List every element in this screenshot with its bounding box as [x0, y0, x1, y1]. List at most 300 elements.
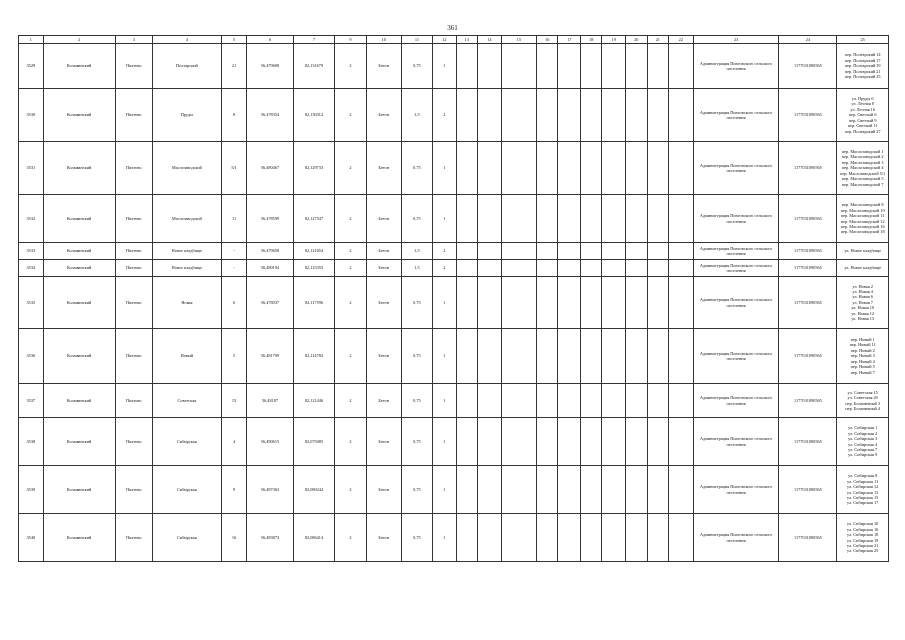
cell-house: 5/1 — [221, 142, 247, 195]
cell-empty — [626, 277, 647, 329]
served-address: ул. Новая 7 — [852, 299, 873, 305]
cell-settlement: Пихтово — [115, 195, 153, 243]
cell-empty — [626, 329, 647, 384]
cell-empty — [668, 384, 693, 418]
column-header: 9 — [335, 36, 366, 44]
cell-volume: 1,5 — [401, 260, 432, 277]
cell-empty — [456, 514, 477, 562]
cell-empty — [537, 44, 558, 89]
cell-empty — [558, 44, 581, 89]
cell-district: Колыванский — [43, 514, 115, 562]
cell-lat: 56,478599 — [247, 195, 293, 243]
cell-lon: 82,130312 — [293, 89, 335, 142]
served-address: ул. Сибирская 11 — [847, 478, 879, 484]
cell-house: - — [221, 243, 247, 260]
served-address: ул. Новая 2 — [852, 283, 873, 289]
cell-id: 3533 — [19, 243, 44, 260]
cell-lat: 56,481709 — [247, 329, 293, 384]
cell-id: 3529 — [19, 44, 44, 89]
cell-empty — [668, 243, 693, 260]
cell-admin: Администрация Пихтовского сельского поселения — [693, 195, 779, 243]
cell-empty — [537, 89, 558, 142]
served-address: пер. Новый 7 — [850, 369, 875, 375]
served-address: пер. Новый 5 — [850, 364, 875, 370]
table-row — [19, 243, 889, 260]
cell-count: 1 — [433, 329, 457, 384]
cell-empty — [478, 329, 502, 384]
cell-material: Бетон — [366, 277, 401, 329]
served-address: пер. Маслозаводской 1 — [841, 149, 884, 155]
column-header: 4 — [153, 36, 222, 44]
served-address: ул. Советская 15 — [847, 389, 878, 395]
cell-empty — [581, 195, 602, 243]
cell-lat: 56,478354 — [247, 89, 293, 142]
cell-empty — [626, 418, 647, 466]
cell-empty — [537, 418, 558, 466]
cell-empty — [668, 277, 693, 329]
column-header: 6 — [247, 36, 293, 44]
served-address: ул. Сибирская 12 — [847, 484, 879, 490]
served-address: ул. Новая 10 — [851, 305, 875, 311]
table-row — [19, 195, 889, 243]
cell-admin: Администрация Пихтовского сельского поселения — [693, 44, 779, 89]
cell-ogrn: 1177031090565 — [779, 142, 837, 195]
cell-empty — [456, 384, 477, 418]
cell-empty — [537, 384, 558, 418]
cell-c9: 2 — [335, 384, 366, 418]
cell-empty — [501, 44, 536, 89]
cell-c9: 2 — [335, 260, 366, 277]
cell-empty — [478, 44, 502, 89]
cell-material: Бетон — [366, 195, 401, 243]
cell-empty — [501, 89, 536, 142]
served-address: пер. Маслозаводской 7 — [841, 181, 884, 187]
column-header: 5 — [221, 36, 247, 44]
table-row — [19, 142, 889, 195]
cell-material: Бетон — [366, 44, 401, 89]
cell-district: Колыванский — [43, 329, 115, 384]
cell-count: 2 — [433, 243, 457, 260]
column-header: 1 — [19, 36, 44, 44]
cell-served-addresses — [837, 260, 889, 277]
cell-empty — [602, 44, 626, 89]
cell-empty — [668, 260, 693, 277]
served-address: ул. Сибирская 25 — [847, 548, 879, 554]
column-header: 17 — [558, 36, 581, 44]
cell-empty — [647, 44, 668, 89]
column-header: 10 — [366, 36, 401, 44]
cell-empty — [537, 195, 558, 243]
cell-empty — [602, 195, 626, 243]
cell-ogrn: 1177031090565 — [779, 89, 837, 142]
cell-count: 1 — [433, 514, 457, 562]
cell-lat: 56,479608 — [247, 44, 293, 89]
cell-empty — [581, 89, 602, 142]
cell-empty — [602, 277, 626, 329]
cell-lon: 82,080244 — [293, 466, 335, 514]
cell-empty — [558, 243, 581, 260]
column-header: 15 — [501, 36, 536, 44]
served-address: пер. Больничный 4 — [845, 405, 880, 411]
cell-empty — [501, 142, 536, 195]
cell-street: Новый — [153, 329, 222, 384]
cell-house: 15 — [221, 384, 247, 418]
cell-empty — [626, 89, 647, 142]
cell-empty — [478, 418, 502, 466]
cell-material: Бетон — [366, 260, 401, 277]
cell-settlement: Пихтово — [115, 142, 153, 195]
cell-empty — [456, 89, 477, 142]
served-address: ул. Пруды 6 — [851, 96, 874, 102]
cell-volume: 0,75 — [401, 418, 432, 466]
cell-empty — [647, 260, 668, 277]
cell-ogrn: 1177031090565 — [779, 329, 837, 384]
cell-empty — [558, 418, 581, 466]
table-row — [19, 418, 889, 466]
cell-material: Бетон — [366, 384, 401, 418]
cell-empty — [602, 243, 626, 260]
column-header: 11 — [401, 36, 432, 44]
cell-ogrn: 1177031090565 — [779, 195, 837, 243]
cell-id: 3535 — [19, 277, 44, 329]
cell-count: 1 — [433, 466, 457, 514]
cell-empty — [456, 418, 477, 466]
served-address: ул. Сибирская 19 — [847, 537, 879, 543]
cell-admin: Администрация Пихтовского сельского поселения — [693, 466, 779, 514]
cell-settlement: Пихтово — [115, 466, 153, 514]
cell-empty — [558, 384, 581, 418]
cell-empty — [501, 243, 536, 260]
served-address: пер. Светлый 9 — [848, 117, 877, 123]
cell-empty — [478, 243, 502, 260]
cell-street: Маслозаводской — [153, 195, 222, 243]
cell-lon: 82,114782 — [293, 329, 335, 384]
cell-empty — [558, 260, 581, 277]
cell-empty — [647, 329, 668, 384]
cell-empty — [537, 514, 558, 562]
cell-empty — [626, 195, 647, 243]
cell-house: 21 — [221, 44, 247, 89]
cell-lat: 56,490615 — [247, 418, 293, 466]
cell-empty — [626, 384, 647, 418]
served-address: ул. Сибирская 13 — [847, 489, 879, 495]
cell-street: Новая — [153, 277, 222, 329]
served-address: пер. Полтарский 19 — [844, 63, 881, 69]
cell-count: 2 — [433, 260, 457, 277]
cell-empty — [456, 44, 477, 89]
cell-volume: 1,5 — [401, 89, 432, 142]
column-header: 16 — [537, 36, 558, 44]
cell-district: Колыванский — [43, 384, 115, 418]
cell-served-addresses — [837, 44, 889, 89]
cell-district: Колыванский — [43, 260, 115, 277]
cell-served-addresses — [837, 384, 889, 418]
cell-admin: Администрация Пихтовского сельского поселения — [693, 277, 779, 329]
cell-served-addresses — [837, 195, 889, 243]
cell-empty — [478, 514, 502, 562]
cell-empty — [478, 260, 502, 277]
cell-settlement: Пихтово — [115, 44, 153, 89]
cell-empty — [626, 44, 647, 89]
cell-empty — [668, 466, 693, 514]
served-address: пер. Маслозаводской 16 — [840, 223, 885, 229]
cell-empty — [647, 384, 668, 418]
cell-empty — [581, 44, 602, 89]
served-address: пер. Полтарский 14 — [844, 52, 881, 58]
cell-settlement: Пихтово — [115, 384, 153, 418]
column-header: 7 — [293, 36, 335, 44]
cell-lon: 82,117596 — [293, 277, 335, 329]
cell-ogrn: 1177031090565 — [779, 466, 837, 514]
cell-empty — [558, 142, 581, 195]
cell-empty — [478, 89, 502, 142]
cell-id: 3531 — [19, 142, 44, 195]
table-row — [19, 329, 889, 384]
served-address: пер. Маслозаводской 11 — [840, 213, 885, 219]
cell-street: Пруды — [153, 89, 222, 142]
cell-empty — [537, 243, 558, 260]
column-header: 19 — [602, 36, 626, 44]
served-address: пер. Маслозаводской 8 — [841, 202, 884, 208]
cell-street: Сибирская — [153, 466, 222, 514]
cell-admin: Администрация Пихтовского сельского поселения — [693, 329, 779, 384]
cell-district: Колыванский — [43, 195, 115, 243]
cell-empty — [581, 384, 602, 418]
served-address: пер. Маслозаводской 5 — [841, 176, 884, 182]
served-address: ул. Сибирская 2 — [848, 430, 878, 436]
cell-empty — [602, 514, 626, 562]
cell-material: Бетон — [366, 329, 401, 384]
cell-id: 3532 — [19, 195, 44, 243]
cell-empty — [602, 466, 626, 514]
cell-street: Сибирская — [153, 514, 222, 562]
cell-admin: Администрация Пихтовского сельского поселения — [693, 260, 779, 277]
cell-empty — [537, 466, 558, 514]
cell-lat: 56,480467 — [247, 142, 293, 195]
cell-material: Бетон — [366, 418, 401, 466]
cell-empty — [647, 195, 668, 243]
cell-id: 3538 — [19, 418, 44, 466]
column-header: 14 — [478, 36, 502, 44]
cell-count: 1 — [433, 384, 457, 418]
cell-c9: 2 — [335, 89, 366, 142]
cell-id: 3534 — [19, 260, 44, 277]
cell-empty — [501, 260, 536, 277]
cell-district: Колыванский — [43, 89, 115, 142]
cell-volume: 0,75 — [401, 142, 432, 195]
cell-empty — [581, 142, 602, 195]
cell-district: Колыванский — [43, 277, 115, 329]
cell-empty — [581, 514, 602, 562]
served-address: ул. Лесная 8 — [851, 101, 874, 107]
cell-empty — [668, 418, 693, 466]
cell-lat: 56,48187 — [247, 384, 293, 418]
served-address: ул. Сибирская 10 — [847, 521, 879, 527]
cell-admin: Администрация Пихтовского сельского поселения — [693, 418, 779, 466]
cell-material: Бетон — [366, 514, 401, 562]
cell-lat: 56,483873 — [247, 514, 293, 562]
table-row — [19, 384, 889, 418]
cell-empty — [558, 514, 581, 562]
cell-served-addresses — [837, 329, 889, 384]
cell-ogrn: 1177031090565 — [779, 384, 837, 418]
cell-house: 5 — [221, 329, 247, 384]
cell-c9: 2 — [335, 418, 366, 466]
served-address: ул. Сибирская 3 — [848, 436, 878, 442]
cell-house: 9 — [221, 466, 247, 514]
cell-empty — [626, 466, 647, 514]
cell-empty — [478, 195, 502, 243]
served-address: пер. Маслозаводской 12 — [840, 218, 885, 224]
cell-empty — [456, 329, 477, 384]
cell-empty — [668, 142, 693, 195]
cell-served-addresses — [837, 89, 889, 142]
cell-empty — [558, 195, 581, 243]
cell-empty — [647, 277, 668, 329]
cell-settlement: Пихтово — [115, 514, 153, 562]
cell-empty — [456, 466, 477, 514]
table-row — [19, 514, 889, 562]
cell-empty — [668, 329, 693, 384]
cell-street: Сибирская — [153, 418, 222, 466]
table-row — [19, 466, 889, 514]
cell-settlement: Пихтово — [115, 89, 153, 142]
served-address: ул. Сибирская 16 — [847, 526, 879, 532]
cell-empty — [501, 277, 536, 329]
cell-id: 3540 — [19, 514, 44, 562]
cell-settlement: Пихтово — [115, 277, 153, 329]
cell-settlement: Пихтово — [115, 329, 153, 384]
cell-empty — [647, 418, 668, 466]
registry-table — [18, 35, 889, 562]
cell-empty — [478, 466, 502, 514]
cell-empty — [668, 44, 693, 89]
cell-c9: 2 — [335, 195, 366, 243]
cell-volume: 1,5 — [401, 243, 432, 260]
cell-empty — [581, 466, 602, 514]
cell-district: Колыванский — [43, 418, 115, 466]
served-address: ул. Сибирская 1 — [848, 425, 878, 431]
cell-ogrn: 1177031090565 — [779, 243, 837, 260]
cell-count: 2 — [433, 89, 457, 142]
cell-settlement: Пихтово — [115, 243, 153, 260]
cell-empty — [626, 514, 647, 562]
cell-lat: 56,479658 — [247, 243, 293, 260]
served-address: ул. Сибирская 18 — [847, 532, 879, 538]
cell-empty — [456, 277, 477, 329]
served-address: пер. Больничный 3 — [845, 400, 880, 406]
served-address: ул. Новая 4 — [852, 288, 873, 294]
cell-served-addresses — [837, 277, 889, 329]
cell-street: Полтарский — [153, 44, 222, 89]
cell-empty — [501, 384, 536, 418]
cell-settlement: Пихтово — [115, 260, 153, 277]
cell-empty — [626, 243, 647, 260]
cell-empty — [537, 260, 558, 277]
cell-c9: 2 — [335, 329, 366, 384]
cell-volume: 0,75 — [401, 329, 432, 384]
cell-volume: 0,75 — [401, 277, 432, 329]
cell-empty — [602, 329, 626, 384]
cell-house: 11 — [221, 195, 247, 243]
column-header: 25 — [837, 36, 889, 44]
cell-c9: 2 — [335, 243, 366, 260]
cell-lon: 82,121654 — [293, 243, 335, 260]
cell-house: 6 — [221, 277, 247, 329]
cell-empty — [478, 142, 502, 195]
table-row — [19, 44, 889, 89]
cell-empty — [581, 418, 602, 466]
cell-empty — [668, 195, 693, 243]
served-address: пер. Новый 11 — [849, 342, 876, 348]
cell-empty — [581, 243, 602, 260]
cell-empty — [602, 418, 626, 466]
served-address: пер. Новый 1 — [850, 337, 875, 343]
served-address: ул. Советская 20 — [847, 395, 878, 401]
cell-empty — [537, 277, 558, 329]
column-header: 18 — [581, 36, 602, 44]
cell-c9: 2 — [335, 466, 366, 514]
cell-empty — [647, 89, 668, 142]
cell-empty — [558, 329, 581, 384]
cell-empty — [537, 329, 558, 384]
cell-admin: Администрация Пихтовского сельского поселения — [693, 514, 779, 562]
cell-empty — [581, 260, 602, 277]
served-address: пер. Новый 3 — [850, 353, 875, 359]
cell-district: Колыванский — [43, 142, 115, 195]
cell-count: 1 — [433, 418, 457, 466]
cell-empty — [668, 514, 693, 562]
served-address: пер. Новый 4 — [850, 358, 875, 364]
cell-lon: 82,121446 — [293, 384, 335, 418]
cell-lon: 82,075085 — [293, 418, 335, 466]
cell-lat: 56,478037 — [247, 277, 293, 329]
served-address: ул. Новая 6 — [852, 294, 873, 300]
served-address: пер. Полтарский 21 — [844, 68, 881, 74]
cell-lon: 82,131679 — [293, 44, 335, 89]
cell-empty — [581, 329, 602, 384]
cell-district: Колыванский — [43, 466, 115, 514]
cell-empty — [456, 195, 477, 243]
cell-served-addresses — [837, 418, 889, 466]
cell-volume: 0,75 — [401, 384, 432, 418]
cell-count: 1 — [433, 44, 457, 89]
cell-count: 1 — [433, 195, 457, 243]
cell-id: 3530 — [19, 89, 44, 142]
cell-empty — [501, 195, 536, 243]
cell-empty — [456, 142, 477, 195]
column-header: 24 — [779, 36, 837, 44]
cell-material: Бетон — [366, 89, 401, 142]
cell-admin: Администрация Пихтовского сельского поселения — [693, 142, 779, 195]
cell-lon: 82,127547 — [293, 195, 335, 243]
cell-empty — [602, 384, 626, 418]
cell-empty — [626, 260, 647, 277]
served-address: пер. Маслозаводской 5/1 — [840, 170, 886, 176]
cell-ogrn: 1177031090565 — [779, 514, 837, 562]
cell-id: 3537 — [19, 384, 44, 418]
served-address: пер. Новый 2 — [850, 347, 875, 353]
cell-lat: 56,480194 — [247, 260, 293, 277]
cell-empty — [537, 142, 558, 195]
cell-empty — [602, 142, 626, 195]
cell-empty — [501, 329, 536, 384]
cell-admin: Администрация Пихтовского сельского поселения — [693, 243, 779, 260]
table-row — [19, 277, 889, 329]
column-header: 22 — [668, 36, 693, 44]
cell-empty — [602, 89, 626, 142]
column-header: 20 — [626, 36, 647, 44]
